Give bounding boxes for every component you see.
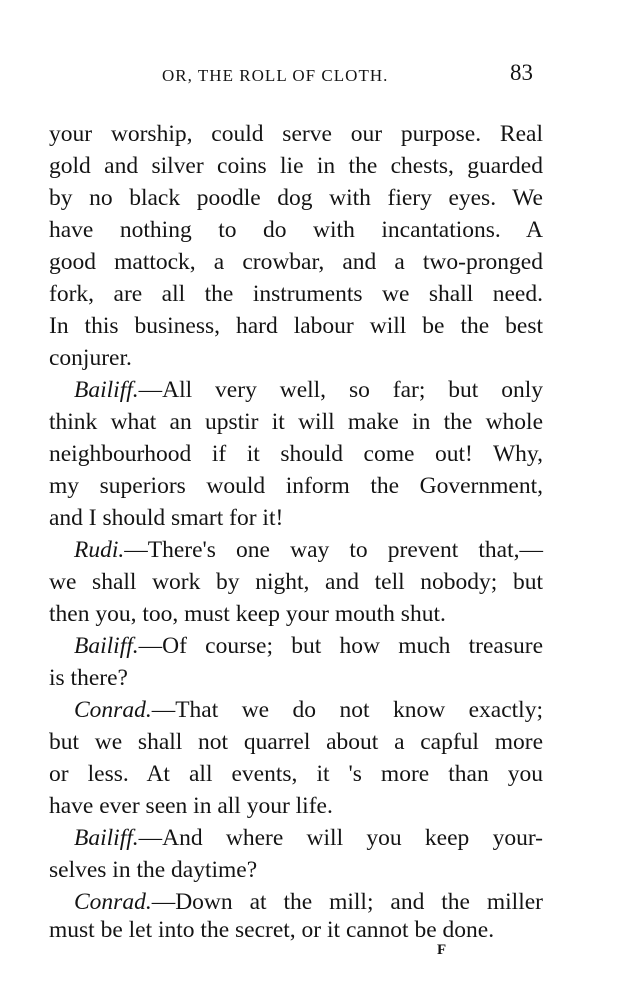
speaker-name: Rudi. [74, 537, 125, 563]
speaker-name: Bailiff. [74, 633, 139, 659]
dialogue-line: Bailiff.—All very well, so far; but only [74, 377, 543, 403]
text-line: conjurer. [49, 345, 132, 371]
text-line: good mattock, a crowbar, and a two-pronged [49, 249, 543, 275]
speaker-name: Conrad. [74, 697, 152, 723]
dialogue-line: Rudi.—There's one way to prevent that,— [74, 537, 543, 563]
dialogue-line: Conrad.—Down at the mill; and the miller [74, 889, 543, 915]
text-line: by no black poodle dog with fiery eyes. We [49, 185, 543, 211]
text-line: is there? [49, 665, 128, 691]
speaker-name: Bailiff. [74, 377, 139, 403]
text-line: In this business, hard labour will be the best [49, 313, 543, 339]
text-line: my superiors would inform the Government, [49, 473, 543, 499]
signature-mark: F [437, 942, 447, 958]
text-line: gold and silver coins lie in the chests, guarded [49, 153, 543, 179]
text-line: neighbourhood if it should come out! Why, [49, 441, 543, 467]
text-line: think what an upstir it will make in the whole [49, 409, 543, 435]
speaker-name: Conrad. [74, 889, 152, 915]
text-line: must be let into the secret, or it cannot be done. [49, 917, 495, 943]
dialogue-line: Bailiff.—Of course; but how much treasure [74, 633, 543, 659]
speaker-name: Bailiff. [74, 825, 139, 851]
dialogue-line: Bailiff.—And where will you keep your- [74, 825, 543, 851]
text-line: have nothing to do with incantations. A [49, 217, 543, 243]
text-line: or less. At all events, it 's more than you [49, 761, 543, 787]
text-line: fork, are all the instruments we shall need. [49, 281, 543, 307]
text-line: we shall work by night, and tell nobody; but [49, 569, 543, 595]
running-title: OR, THE ROLL OF CLOTH. [162, 66, 389, 85]
text-line: then you, too, must keep your mouth shut. [49, 601, 446, 627]
text-line: but we shall not quarrel about a capful more [49, 729, 543, 755]
page-number: 83 [510, 60, 533, 85]
text-line: your worship, could serve our purpose. Real [49, 121, 543, 147]
text-line: and I should smart for it! [49, 505, 284, 531]
text-line: have ever seen in all your life. [49, 793, 333, 819]
text-line: selves in the daytime? [49, 857, 258, 883]
dialogue-line: Conrad.—That we do not know exactly; [74, 697, 543, 723]
